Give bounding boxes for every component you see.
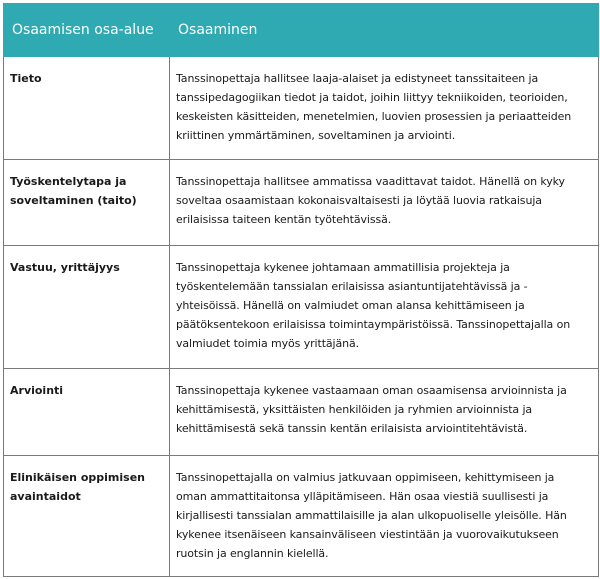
row-description: Tanssinopettajalla on valmius jatkuvaan oppimiseen, kehittymiseen ja oman ammattitaitonsa ylläpitämiseen. Hän osaa viestiä suullisesti ja kirjallisesti tanssialan ammattilaisille ja alan ulkopuoliselle yleisölle. Hän kykenee itsenäiseen kansainväliseen viestintään ja vuorovaikutukseen ruotsin ja englannin kielellä. [170,456,599,577]
table-row [4,369,599,456]
row-description: Tanssinopettaja hallitsee laaja-alaiset ja edistyneet tanssitaiteen ja tanssipedagogiikan tiedot ja taidot, joihin liittyy tekniikoiden, teorioiden, keskeisten käsitteiden, menetelmien, luovien prosessien ja periaatteiden kriittinen ymmärtäminen, soveltaminen ja arviointi. [170,57,599,160]
row-area-label: Arviointi [4,369,170,456]
row-description: Tanssinopettaja hallitsee ammatissa vaadittavat taidot. Hänellä on kyky soveltaa osaamistaan kokonaisvaltaisesti ja löytää luovia ratkaisuja erilaisissa taiteen kentän työtehtävissä. [170,160,599,246]
row-description: Tanssinopettaja kykenee vastaamaan oman osaamisensa arvioinnista ja kehittämisestä, yksittäisten henkilöiden ja ryhmien arvioinnista ja kehittämisestä sekä tanssin kentän erilaisista arviointitehtävistä. [170,369,599,456]
row-area-label: Työskentelytapa ja soveltaminen (taito) [4,160,170,246]
row-area-label: Tieto [4,57,170,160]
table-header-row [4,4,599,57]
table-row [4,57,599,160]
header-competence: Osaaminen [170,4,599,57]
row-area-label: Vastuu, yrittäjyys [4,246,170,369]
table-row [4,160,599,246]
table-row [4,456,599,577]
table-row [4,246,599,369]
row-area-label: Elinikäisen oppimisen avaintaidot [4,456,170,577]
header-area: Osaamisen osa-alue [4,4,170,57]
competence-table [3,3,599,577]
row-description: Tanssinopettaja kykenee johtamaan ammatillisia projekteja ja työskentelemään tanssialan erilaisissa asiantuntijatehtävissä ja -yhteisöissä. Hänellä on valmiudet oman alansa kehittämiseen ja päätöksentekoon erilaisissa toimintaympäristöissä. Tanssinopettajalla on valmiudet toimia myös yrittäjänä. [170,246,599,369]
